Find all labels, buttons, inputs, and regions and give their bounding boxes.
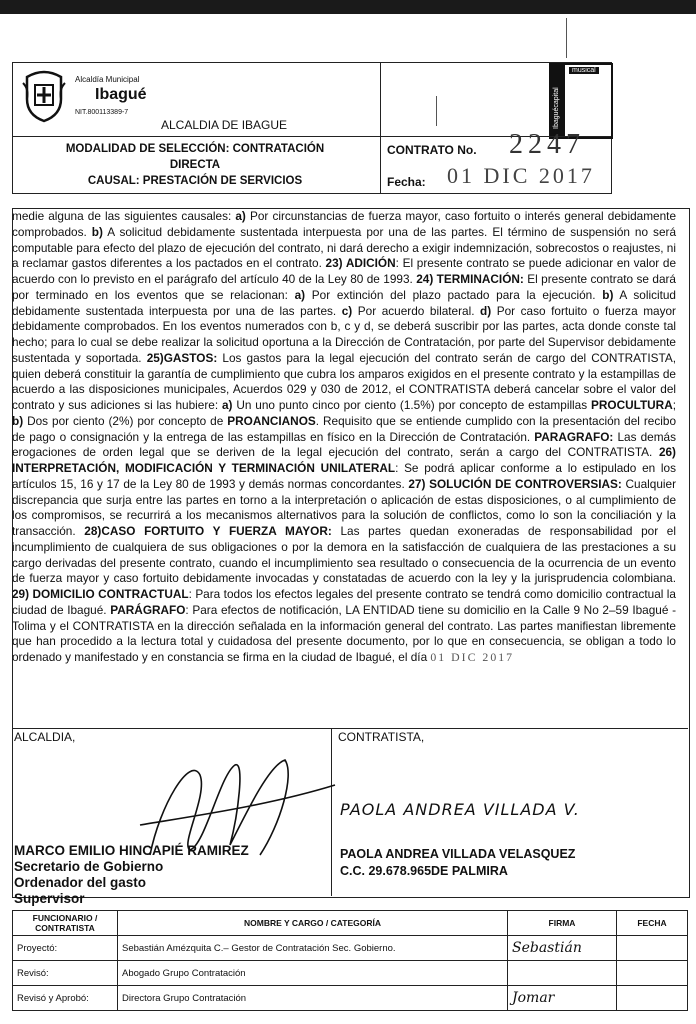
clause-heading: c)	[341, 303, 353, 318]
table-row	[13, 986, 688, 1011]
ibague-coat-of-arms-icon	[21, 69, 67, 123]
clause-text: : Para todos los efectos legales del presente contrato se tendrá como domicilio contractual la ciudad de Ibagué.	[12, 587, 676, 617]
modalidad-line: MODALIDAD DE SELECCIÓN: CONTRATACIÓN	[65, 143, 325, 155]
clause-heading: b)	[12, 413, 24, 428]
clause-heading: 24) TERMINACIÓN:	[416, 272, 524, 286]
clause-heading: PROCULTURA	[591, 398, 673, 412]
causal-line: CAUSAL: PRESTACIÓN DE SERVICIOS	[87, 175, 303, 187]
modalidad-line: DIRECTA	[169, 159, 221, 171]
role-cell: Revisó y Aprobó:	[13, 986, 118, 1011]
clause-heading: a)	[235, 209, 246, 223]
clause-text: Por acuerdo bilateral.	[352, 303, 481, 318]
clause-text: : Para efectos de notificación, LA ENTIDAD tiene su domicilio en la Calle 9 No 2–59 Ibagué - Tolima y el CONTRATISTA en la dirección señalada en la información general del contrato. Las partes manifiestan libremente que han procedido a la lectura total y cuidadosa del presente documento, por lo que en consecuencia, se obligan a todo lo ordenado y manifestado y en constancia se firma en la ciudad de Ibagué, el día	[12, 602, 677, 664]
clause-text: : Se podrá aplicar conforme a lo estipulado en los artículos 15, 16 y 17 de la Ley 80 de 1993 y demás normas concordantes.	[12, 461, 676, 491]
date-cell	[617, 986, 688, 1011]
contractor-id: C.C. 29.678.965DE PALMIRA	[340, 864, 508, 878]
header-divider-vertical	[380, 63, 381, 193]
entity-name: Ibagué	[95, 86, 147, 103]
clause-text: Las partes quedan exoneradas de responsabilidad por el incumplimiento de cualquiera de sus obligaciones o por la demora en la satisfacción de cualquiera de las prestaciones a su cargo derivadas del presente contrato, cuando el incumplimiento sea resultado o consecuencia de la ocurrencia de un evento de fuerza mayor y caso fortuito debidamente invocadas y constatadas de acuerdo con la ley y la jurisprudencia colombiana.	[12, 524, 676, 586]
clause-heading: a)	[294, 287, 306, 302]
name-cell: Sebastián Amézquita C.– Gestor de Contratación Sec. Gobierno.	[118, 936, 508, 961]
col-header: NOMBRE Y CARGO / CATEGORÍA	[118, 911, 508, 936]
clause-text: El presente contrato se dará por terminado en los eventos que se relacionan:	[12, 272, 676, 302]
col-header: FIRMA	[508, 911, 617, 936]
clause-heading: 25)GASTOS:	[146, 350, 218, 365]
clause-text: Dos por ciento (2%) por concepto de	[23, 413, 228, 428]
contract-clauses	[12, 209, 676, 666]
col-header: FUNCIONARIO / CONTRATISTA	[13, 911, 118, 936]
clause-heading: PARÁGRAFO	[110, 602, 186, 617]
fecha-label: Fecha:	[387, 175, 426, 189]
capital-musical-stamp	[549, 63, 613, 139]
signatory-name: MARCO EMILIO HINCAPIÉ RAMIREZ	[14, 843, 249, 858]
modalidad-block	[17, 141, 373, 189]
table-header-row	[13, 911, 688, 936]
entity-subtitle: Alcaldía Municipal	[75, 75, 140, 84]
clause-text: Cualquier discrepancia que surja entre las partes en torno a la interpretación o aplicación de estas disposiciones, o al cumplimiento de los compromisos, se recurrirá a los mecanismos alternativos para la solución de conflictos, como lo son la conciliación y la transacción.	[12, 476, 676, 538]
fecha-stamp: 01 DIC 2017	[447, 163, 595, 188]
date-cell	[617, 961, 688, 986]
signature-cell	[508, 961, 617, 986]
mayor-signatory	[14, 843, 249, 907]
clause-text: Por circunstancias de fuerza mayor, caso fortuito o interés general debidamente comprobados.	[12, 209, 676, 239]
clause-heading: 23) ADICIÓN	[325, 256, 396, 271]
contractor-handwritten-signature: PAOLA ANDREA VILLADA V.	[340, 800, 580, 819]
clause-text: A solicitud debidamente sustentada interpuesta por una de las partes.	[12, 287, 676, 318]
table-row	[13, 961, 688, 986]
clause-text: A solicitud debidamente sustentada interpuesta por una de las partes. El término de suspensión no será computable para efecto del plazo de ejecución del contrato, ni dará derecho a exigir indemnización, sobrecostos o reajustes, ni a reclamar gastos diferentes a los pactados en el contrato.	[12, 224, 676, 271]
review-table	[12, 910, 688, 1011]
scan-mark	[436, 96, 437, 126]
signing-date-stamp: 01 DIC 2017	[430, 650, 515, 664]
clause-text: Las demás erogaciones de orden legal que se deriven de la legal ejecución del contrato, serán a cargo del CONTRATISTA.	[12, 429, 676, 460]
clause-text: Un uno punto cinco por ciento (1.5%) por concepto de estampillas	[232, 398, 592, 412]
document-header	[12, 62, 612, 194]
role-cell: Proyectó:	[13, 936, 118, 961]
clause-text: Por caso fortuito o fuerza mayor debidamente comprobados. En los eventos numerados con b, c y d, se deberá suscribir por las partes, acta donde conste tal hecho; para lo cual se debe realizar la solicitud oportuna a la Dirección de Contratación, por parte del Supervisor debidamente sustentada y soportada.	[12, 303, 676, 365]
signature-cell: Sebastián	[508, 936, 617, 961]
role-cell: Revisó:	[13, 961, 118, 986]
clause-heading: 29) DOMICILIO CONTRACTUAL	[12, 587, 189, 601]
clause-heading: PROANCIANOS	[227, 413, 316, 428]
contractor-signatory	[340, 846, 575, 880]
signature-divider	[12, 728, 688, 729]
entity-title: ALCALDIA DE IBAGUE	[161, 118, 288, 132]
table-row	[13, 936, 688, 961]
stamp-label: musical	[569, 67, 599, 74]
signatory-role: Ordenador del gasto	[14, 875, 147, 890]
entity-nit: NIT.800113389-7	[75, 109, 129, 116]
signature-cell: Jomar	[508, 986, 617, 1011]
col-header: FECHA	[617, 911, 688, 936]
contrato-label: CONTRATO No.	[387, 143, 477, 157]
contrato-number: 2247	[509, 129, 585, 160]
clause-text: ;	[672, 398, 676, 412]
clause-heading: 26) INTERPRETACIÓN, MODIFICACIÓN Y TERMINACIÓN UNILATERAL	[12, 445, 676, 475]
contratista-label: CONTRATISTA,	[338, 730, 425, 744]
clause-heading: b)	[91, 224, 103, 239]
name-cell: Abogado Grupo Contratación	[118, 961, 508, 986]
clause-heading: b)	[602, 287, 614, 302]
clause-text: . Requisito que se entiende cumplido con la presentación del recibo de pago o consignación y la entrega de las estampillas en físico en la Dirección de Contratación.	[12, 413, 677, 444]
stamp-vertical-text: Ibaguécapital	[553, 87, 560, 129]
clause-heading: PARAGRAFO:	[534, 429, 614, 444]
signatory-role: Supervisor	[14, 891, 85, 906]
clause-heading: 28)CASO FORTUITO Y FUERZA MAYOR:	[84, 524, 332, 538]
alcaldia-label: ALCALDIA,	[14, 730, 76, 744]
clause-heading: 27) SOLUCIÓN DE CONTROVERSIAS:	[408, 476, 622, 491]
date-cell	[617, 936, 688, 961]
clause-heading: a)	[222, 398, 233, 412]
clause-text: Los gastos para la legal ejecución del contrato serán de cargo del CONTRATISTA, quien deberá constituir la garantía de cumplimiento que cubra los amparos exigidos en el presente contrato y la estampillas de acuerdo a las disposiciones municipales, Acuerdos 029 y 030 de 2012, el CONTRATISTA deberá cancelar sobre el valor del contrato y sus adiciones si las hubiere:	[12, 350, 676, 412]
clause-text: : El presente contrato se puede adicionar en valor de acuerdo con lo previsto en el parágrafo del artículo 40 de la Ley 80 de 1993.	[12, 256, 677, 286]
contractor-name: PAOLA ANDREA VILLADA VELASQUEZ	[340, 847, 576, 861]
signatory-title: Secretario de Gobierno	[14, 859, 164, 874]
scan-mark	[566, 18, 567, 58]
clause-text: Por extinción del plazo pactado para la ejecución.	[305, 287, 603, 302]
clause-heading: d)	[480, 303, 492, 318]
scan-top-edge	[0, 0, 696, 14]
clause-text: medie alguna de las siguientes causales:	[12, 209, 236, 223]
name-cell: Directora Grupo Contratación	[118, 986, 508, 1011]
